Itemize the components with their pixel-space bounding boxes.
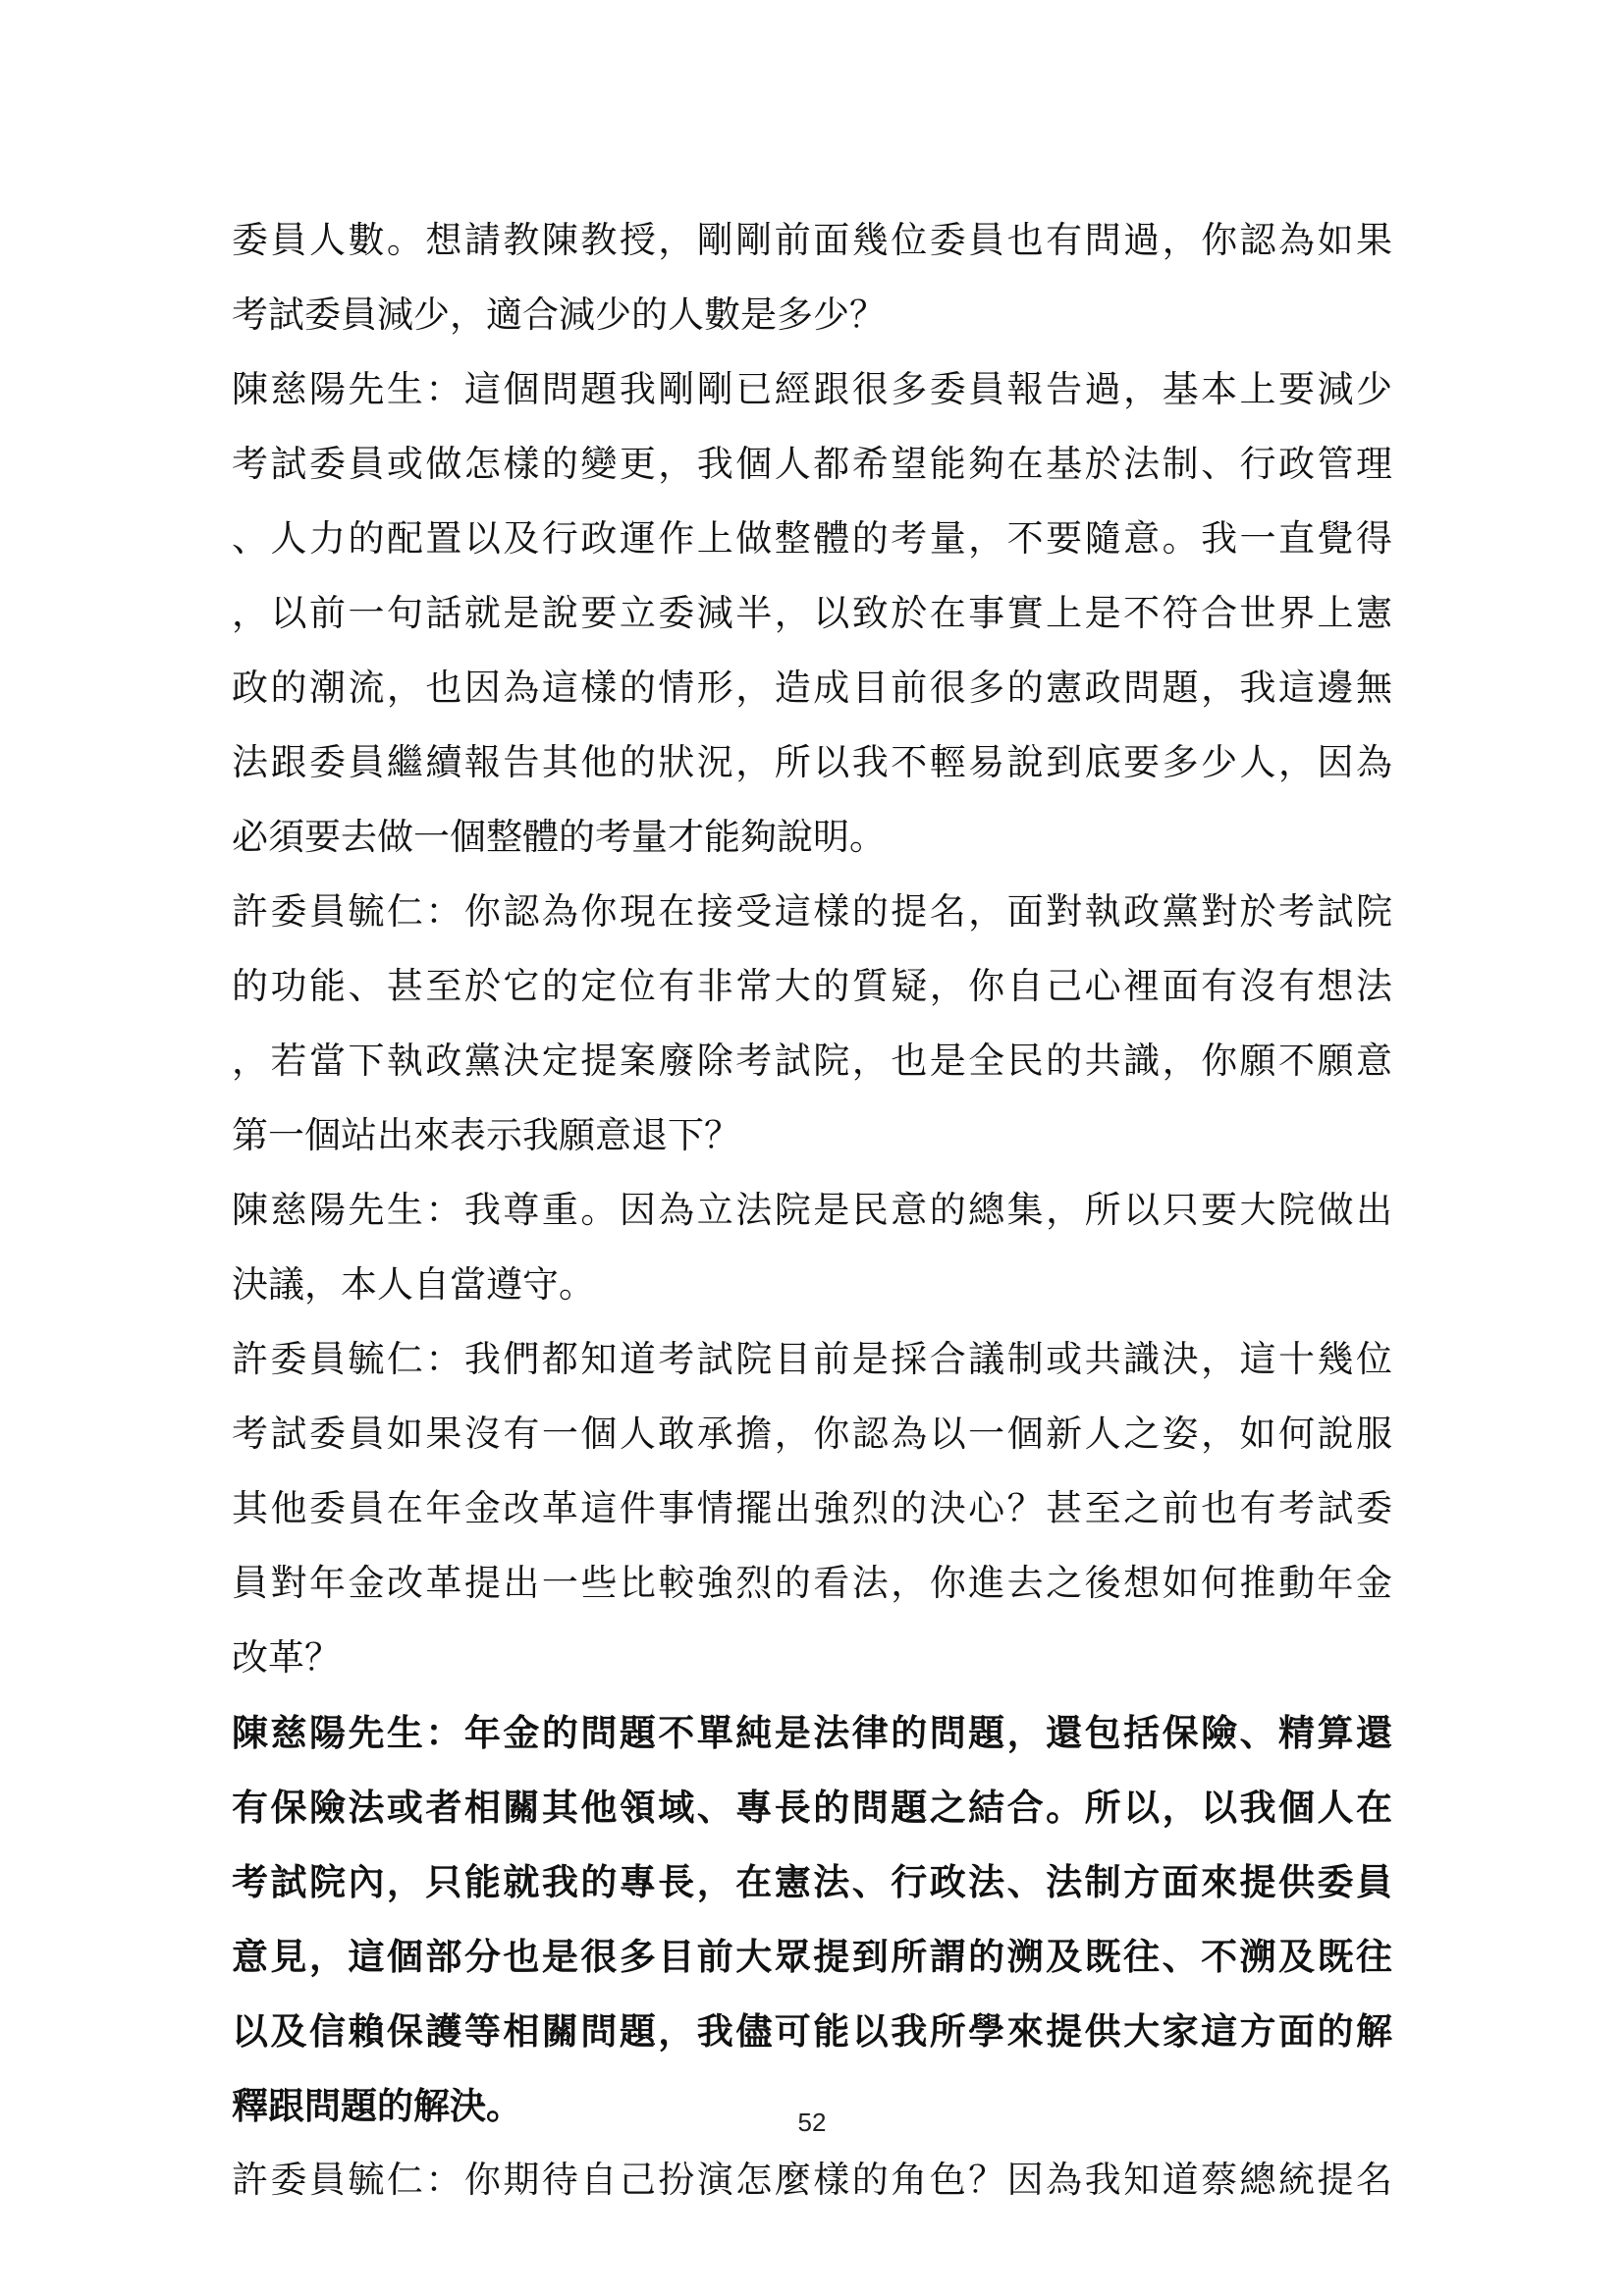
text-line: 法跟委員繼續報告其他的狀況，所以我不輕易說到底要多少人，因為	[232, 741, 1392, 783]
text-line: 陳慈陽先生：這個問題我剛剛已經跟很多委員報告過，基本上要減少	[232, 368, 1392, 410]
text-line: ，以前一句話就是說要立委減半，以致於在事實上是不符合世界上憲	[232, 592, 1392, 634]
text-line: 許委員毓仁：你期待自己扮演怎麼樣的角色？因為我知道蔡總統提名	[232, 2159, 1392, 2201]
text-line: 釋跟問題的解決。	[232, 2084, 522, 2127]
paragraph-7	[232, 2143, 1392, 2217]
text-line: 其他委員在年金改革這件事情擺出強烈的決心？甚至之前也有考試委	[232, 1487, 1392, 1529]
text-line: 許委員毓仁：我們都知道考試院目前是採合議制或共識決，這十幾位	[232, 1338, 1392, 1380]
text-line: 考試院內，只能就我的專長，在憲法、行政法、法制方面來提供委員	[232, 1860, 1392, 1903]
paragraph-5	[232, 1322, 1392, 1695]
paragraph-4	[232, 1173, 1392, 1322]
text-line: 改革？	[232, 1636, 341, 1679]
text-line: 、人力的配置以及行政運作上做整體的考量，不要隨意。我一直覺得	[232, 517, 1392, 560]
text-line: 必須要去做一個整體的考量才能夠說明。	[232, 816, 886, 858]
text-line: 考試委員或做怎樣的變更，我個人都希望能夠在基於法制、行政管理	[232, 443, 1392, 485]
text-line: 許委員毓仁：你認為你現在接受這樣的提名，面對執政黨對於考試院	[232, 890, 1392, 933]
document-body	[232, 203, 1392, 2217]
text-line: 員對年金改革提出一些比較強烈的看法，你進去之後想如何推動年金	[232, 1562, 1392, 1604]
text-line: ，若當下執政黨決定提案廢除考試院，也是全民的共識，你願不願意	[232, 1040, 1392, 1082]
text-line: 陳慈陽先生：年金的問題不單純是法律的問題，還包括保險、精算還	[232, 1711, 1392, 1754]
paragraph-2	[232, 352, 1392, 875]
text-line: 第一個站出來表示我願意退下？	[232, 1114, 740, 1156]
page-number: 52	[797, 2108, 827, 2137]
text-line: 的功能、甚至於它的定位有非常大的質疑，你自己心裡面有沒有想法	[232, 965, 1392, 1007]
paragraph-6-bold	[232, 1695, 1392, 2143]
text-line: 以及信賴保護等相關問題，我儘可能以我所學來提供大家這方面的解	[232, 2009, 1392, 2053]
text-line: 考試委員減少，適合減少的人數是多少？	[232, 294, 886, 336]
text-line: 政的潮流，也因為這樣的情形，造成目前很多的憲政問題，我這邊無	[232, 667, 1392, 709]
paragraph-3	[232, 875, 1392, 1173]
text-line: 有保險法或者相關其他領域、專長的問題之結合。所以，以我個人在	[232, 1786, 1392, 1829]
paragraph-1	[232, 203, 1392, 352]
text-line: 決議，本人自當遵守。	[232, 1263, 595, 1306]
text-line: 考試委員如果沒有一個人敢承擔，你認為以一個新人之姿，如何說服	[232, 1413, 1392, 1455]
text-line: 意見，這個部分也是很多目前大眾提到所謂的溯及既往、不溯及既往	[232, 1935, 1392, 1978]
text-line: 陳慈陽先生：我尊重。因為立法院是民意的總集，所以只要大院做出	[232, 1189, 1392, 1231]
text-line: 委員人數。想請教陳教授，剛剛前面幾位委員也有問過，你認為如果	[232, 219, 1392, 261]
